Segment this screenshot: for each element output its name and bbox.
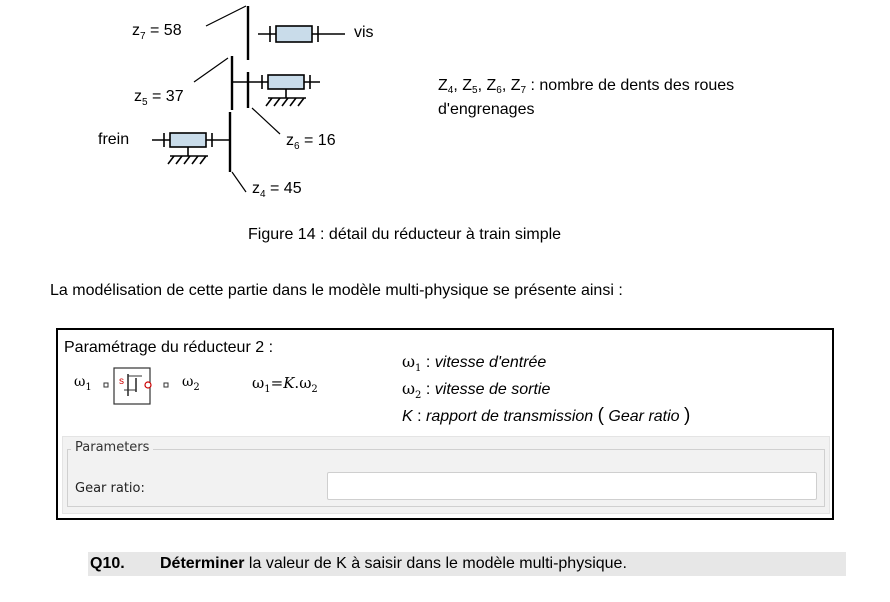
parameters-legend: Parameters (71, 440, 153, 455)
question-number: Q10. (90, 555, 125, 572)
parameters-panel (62, 436, 830, 514)
label-z6: $z_6 = 16$ (286, 132, 336, 152)
intermediate-bearing (268, 75, 304, 89)
definition-omega1: $\omega_1$ : vitesse d'entrée (402, 352, 547, 374)
reducer-block-icon (102, 366, 172, 406)
frein-bearing (170, 133, 206, 147)
gear-ratio-label: Gear ratio: (75, 481, 145, 496)
legend-line-1: Z4, Z5, Z6, Z7 : nombre de dents des roues (438, 77, 735, 96)
intro-paragraph: La modélisation de cette partie dans le modèle multi-physique se présente ainsi : (50, 282, 623, 299)
label-vis: vis (354, 24, 374, 41)
definition-omega2: $\omega_2$ : vitesse de sortie (402, 379, 551, 401)
definition-k: K : rapport de transmission ( Gear ratio ) (402, 405, 691, 426)
question-verb: Déterminer (160, 555, 245, 572)
label-z5: $z_5 = 37$ (134, 88, 184, 108)
omega2-label: $\omega_2$ (182, 374, 200, 393)
omega1-label: $\omega_1$ (74, 374, 92, 393)
label-frein: frein (98, 131, 130, 148)
label-z7: $z_7 = 58$ (132, 22, 182, 42)
param-box-title: Paramétrage du réducteur 2 : (64, 339, 274, 356)
gear-ratio-input[interactable] (327, 472, 817, 500)
question-body: la valeur de K à saisir dans le modèle multi-physique. (244, 555, 627, 572)
question-text (160, 555, 627, 573)
figure-legend (438, 75, 734, 121)
figure-caption: Figure 14 : détail du réducteur à train simple (248, 226, 562, 243)
question-q10 (88, 552, 846, 576)
label-z4: $z_4 = 45$ (252, 180, 302, 200)
vis-bearing (276, 26, 312, 42)
ratio-equation: $\omega_1=K.\omega_2$ (252, 374, 318, 395)
legend-line-2: d'engrenages (438, 101, 535, 118)
block-port-s: s (119, 376, 124, 387)
